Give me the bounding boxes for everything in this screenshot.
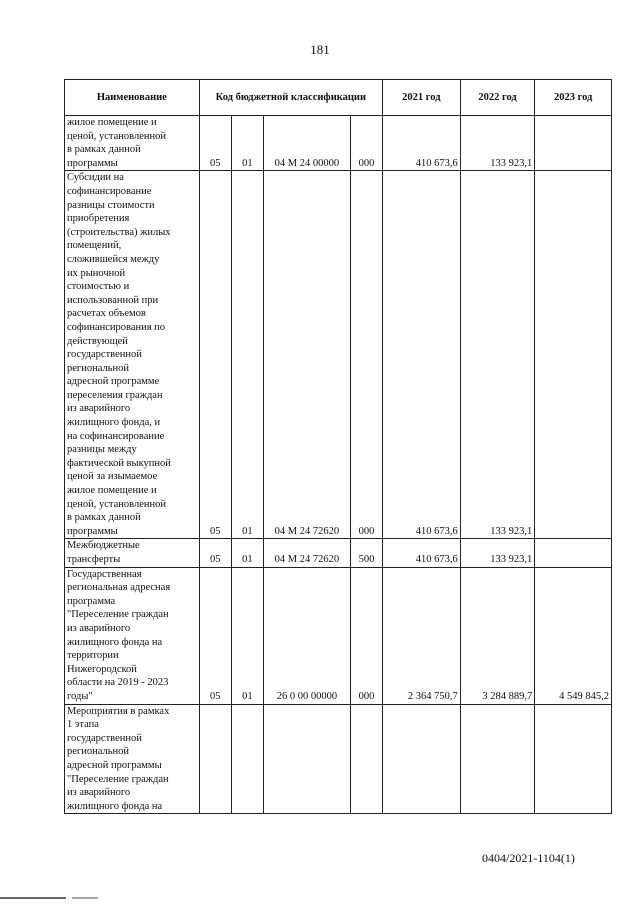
row-subsection-code (231, 704, 263, 814)
row-subsection-code: 01 (231, 539, 263, 567)
row-amount-2021: 410 673,6 (383, 116, 461, 171)
row-expense-type-code: 000 (350, 171, 382, 539)
row-amount-2021: 410 673,6 (383, 539, 461, 567)
row-section-code: 05 (199, 567, 231, 704)
budget-table (64, 79, 612, 814)
row-name: Межбюджетные трансферты (65, 539, 200, 567)
row-target-code: 04 М 24 72620 (263, 171, 350, 539)
row-amount-2022: 133 923,1 (460, 539, 535, 567)
row-section-code: 05 (199, 539, 231, 567)
row-amount-2023 (535, 539, 612, 567)
footer-rule (0, 897, 66, 899)
row-amount-2023 (535, 116, 612, 171)
footer-rule-stub (72, 897, 98, 899)
header-2022: 2022 год (460, 80, 535, 116)
row-subsection-code: 01 (231, 171, 263, 539)
table-row (65, 567, 612, 704)
row-name: жилое помещение и ценой, установленной в рамках данной программы (65, 116, 200, 171)
row-section-code: 05 (199, 116, 231, 171)
document-id: 0404/2021-1104(1) (482, 851, 575, 865)
row-name: Субсидии на софинансирование разницы стоимости приобретения (строительства) жилых помещений, сложившейся между их рыночной стоимостью и использованной при расчетах объемов софинансирования по действующей государственной региональной адресной программе переселения граждан из аварийного жилищного фонда, и на софинансирование разницы между фактической выкупной ценой за изымаемое жилое помещение и ценой, установленной в рамках данной программы (65, 171, 200, 539)
row-amount-2022: 3 284 889,7 (460, 567, 535, 704)
table-row (65, 539, 612, 567)
row-target-code: 04 М 24 72620 (263, 539, 350, 567)
row-amount-2022 (460, 704, 535, 814)
header-2023: 2023 год (535, 80, 612, 116)
row-amount-2022: 133 923,1 (460, 116, 535, 171)
row-amount-2021 (383, 704, 461, 814)
table-header-row (65, 80, 612, 116)
row-section-code (199, 704, 231, 814)
table-row (65, 704, 612, 814)
row-expense-type-code: 500 (350, 539, 382, 567)
row-target-code (263, 704, 350, 814)
row-target-code: 04 М 24 00000 (263, 116, 350, 171)
row-subsection-code: 01 (231, 567, 263, 704)
header-name: Наименование (65, 80, 200, 116)
row-name: Мероприятия в рамках 1 этапа государственной региональной адресной программы "Переселение граждан из аварийного жилищного фонда на (65, 704, 200, 814)
page-number: 181 (310, 42, 330, 57)
row-expense-type-code (350, 704, 382, 814)
row-amount-2023 (535, 171, 612, 539)
row-amount-2021: 410 673,6 (383, 171, 461, 539)
row-target-code: 26 0 00 00000 (263, 567, 350, 704)
row-expense-type-code: 000 (350, 116, 382, 171)
row-expense-type-code: 000 (350, 567, 382, 704)
row-section-code: 05 (199, 171, 231, 539)
row-amount-2022: 133 923,1 (460, 171, 535, 539)
table-row (65, 116, 612, 171)
row-name: Государственная региональная адресная программа "Переселение граждан из аварийного жилищного фонда на территории Нижегородской области на 2019 - 2023 годы" (65, 567, 200, 704)
row-amount-2023 (535, 704, 612, 814)
row-amount-2023: 4 549 845,2 (535, 567, 612, 704)
header-2021: 2021 год (383, 80, 461, 116)
row-amount-2021: 2 364 750,7 (383, 567, 461, 704)
row-subsection-code: 01 (231, 116, 263, 171)
header-budget-code: Код бюджетной классификации (199, 80, 382, 116)
table-row (65, 171, 612, 539)
